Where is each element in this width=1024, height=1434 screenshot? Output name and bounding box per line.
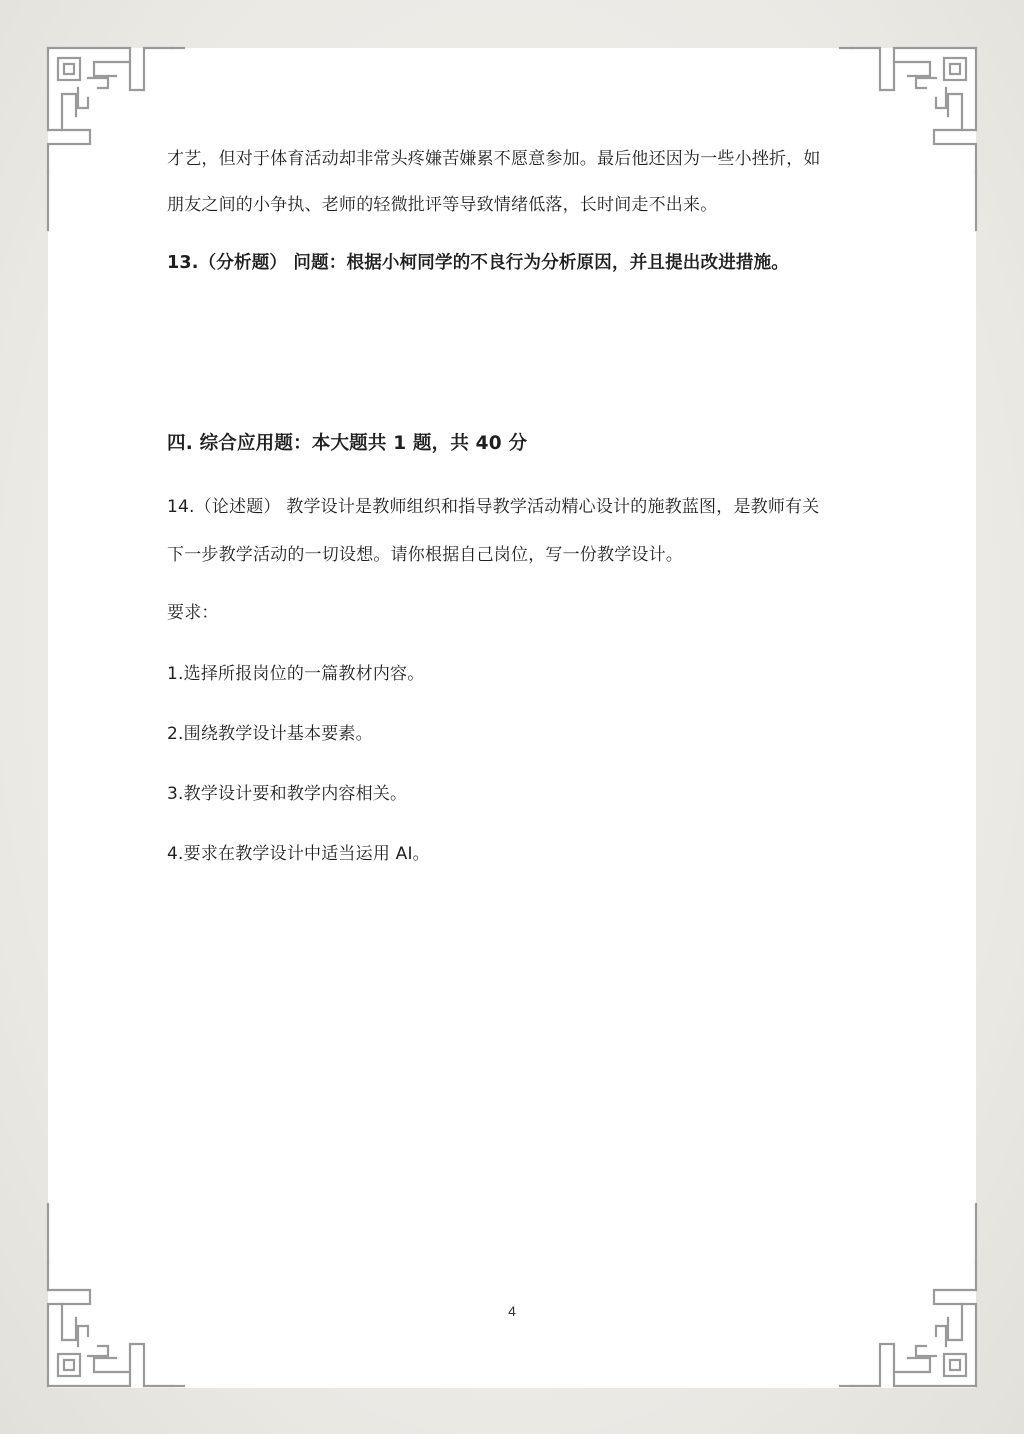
corner-ornament-top-right-icon — [840, 48, 976, 230]
question-14-line-2: 下一步教学活动的一切设想。请你根据自己岗位，写一份教学设计。 — [167, 545, 683, 565]
page-number: 4 — [508, 1303, 516, 1319]
corner-ornament-bottom-right-icon — [840, 1204, 976, 1386]
section-4-heading: 四. 综合应用题：本大题共 1 题，共 40 分 — [167, 433, 528, 454]
requirement-item: 3.教学设计要和教学内容相关。 — [167, 784, 408, 804]
corner-ornament-bottom-left-icon — [48, 1204, 184, 1386]
question-14-line-1: 14.（论述题） 教学设计是教师组织和指导教学活动精心设计的施教蓝图，是教师有关 — [167, 497, 820, 517]
requirement-item: 1.选择所报岗位的一篇教材内容。 — [167, 664, 425, 684]
requirements-label: 要求： — [167, 603, 219, 623]
paragraph-line-2: 朋友之间的小争执、老师的轻微批评等导致情绪低落，长时间走不出来。 — [167, 195, 718, 215]
corner-ornament-top-left-icon — [48, 48, 184, 230]
paragraph-line-1: 才艺，但对于体育活动却非常头疼嫌苦嫌累不愿意参加。最后他还因为一些小挫折，如 — [167, 149, 821, 169]
requirement-item: 2.围绕教学设计基本要素。 — [167, 724, 373, 744]
question-13: 13.（分析题） 问题：根据小柯同学的不良行为分析原因，并且提出改进措施。 — [167, 253, 789, 273]
requirement-item: 4.要求在教学设计中适当运用 AI。 — [167, 844, 430, 864]
